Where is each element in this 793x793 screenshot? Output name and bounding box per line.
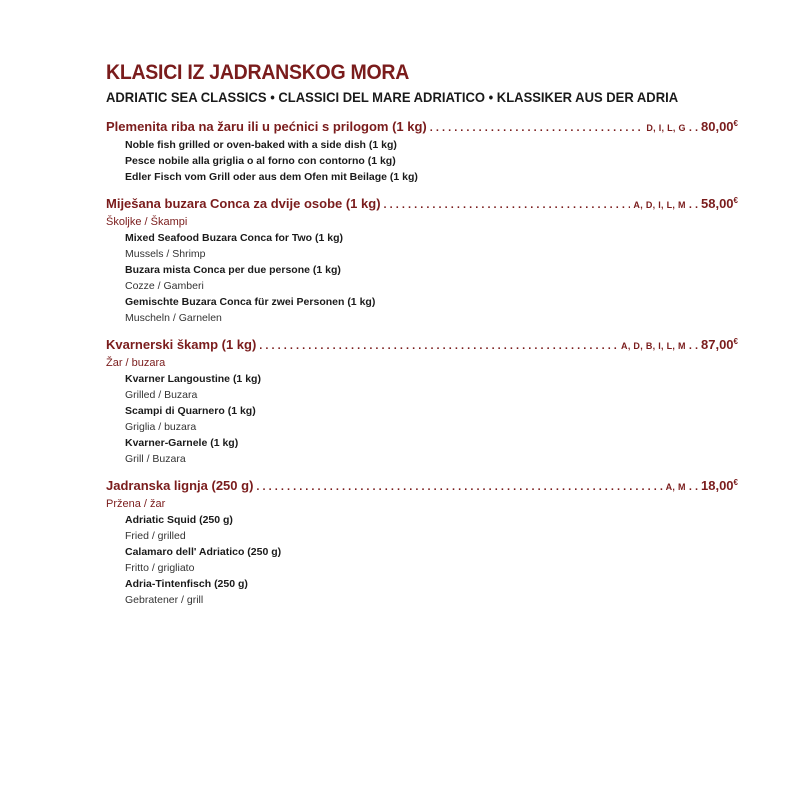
dot-leader-short: . . — [688, 199, 698, 211]
translation-name: Edler Fisch vom Grill oder aus dem Ofen mit Beilage (1 kg) — [125, 171, 418, 183]
translation-name: Noble fish grilled or oven-baked with a side dish (1 kg) — [125, 139, 397, 151]
menu-item-name: Plemenita riba na žaru ili u pećnici s prilogom (1 kg) — [106, 119, 427, 134]
menu-page — [106, 60, 738, 615]
menu-item-price — [701, 474, 738, 495]
translations — [106, 512, 738, 608]
menu-list — [106, 115, 738, 608]
currency-symbol: € — [733, 478, 738, 487]
currency-symbol: € — [733, 337, 738, 346]
translation-name: Gemischte Buzara Conca für zwei Personen (1 kg) — [125, 296, 376, 308]
translation-name: Scampi di Quarnero (1 kg) — [125, 405, 256, 417]
menu-item-preparation: Pržena / žar — [106, 498, 166, 510]
menu-item-name: Jadranska lignja (250 g) — [106, 478, 254, 493]
translation-preparation: Cozze / Gamberi — [125, 280, 204, 292]
currency-symbol: € — [733, 196, 738, 205]
translation-preparation: Fried / grilled — [125, 530, 186, 542]
menu-item-preparation: Žar / buzara — [106, 357, 166, 369]
currency-symbol: € — [733, 119, 738, 128]
translation-preparation: Grilled / Buzara — [125, 389, 198, 401]
menu-item-name: Miješana buzara Conca za dvije osobe (1 kg) — [106, 196, 381, 211]
price-value: 18,00 — [701, 478, 734, 493]
translations — [106, 137, 738, 185]
menu-item-header — [106, 333, 738, 355]
menu-item-header — [106, 474, 738, 496]
translation-preparation: Grill / Buzara — [125, 453, 186, 465]
translation-preparation: Griglia / buzara — [125, 421, 197, 433]
translations — [106, 230, 738, 326]
dot-leader-short: . . — [688, 481, 698, 493]
menu-item-price — [701, 192, 738, 213]
translation-name: Kvarner-Garnele (1 kg) — [125, 437, 239, 449]
menu-item — [106, 474, 738, 608]
dot-leader-short: . . — [688, 122, 698, 134]
page-subtitle: ADRIATIC SEA CLASSICS • CLASSICI DEL MARE ADRIATICO • KLASSIKER AUS DER ADRIA — [106, 89, 679, 105]
dot-leader — [259, 337, 618, 355]
translation-preparation: Mussels / Shrimp — [125, 248, 206, 260]
menu-item-name: Kvarnerski škamp (1 kg) — [106, 337, 257, 352]
allergen-codes: A, D, B, I, L, M — [621, 341, 686, 351]
price-value: 80,00 — [701, 119, 734, 134]
dot-leader — [384, 196, 631, 214]
allergen-codes: A, D, I, L, M — [633, 200, 686, 210]
menu-item-header — [106, 115, 738, 137]
translation-name: Buzara mista Conca per due persone (1 kg) — [125, 264, 341, 276]
dot-leader — [256, 478, 662, 496]
menu-item — [106, 115, 738, 185]
translation-name: Mixed Seafood Buzara Conca for Two (1 kg) — [125, 232, 343, 244]
page-title: KLASICI IZ JADRANSKOG MORA — [106, 61, 410, 84]
allergen-codes: A, M — [665, 482, 686, 492]
allergen-codes: D, I, L, G — [646, 123, 686, 133]
translations — [106, 371, 738, 467]
translation-preparation: Gebratener / grill — [125, 594, 204, 606]
translation-name: Kvarner Langoustine (1 kg) — [125, 373, 261, 385]
dot-leader-short: . . — [688, 340, 698, 352]
translation-preparation: Fritto / grigliato — [125, 562, 195, 574]
menu-item-header — [106, 192, 738, 214]
menu-item — [106, 333, 738, 467]
menu-item — [106, 192, 738, 326]
price-value: 58,00 — [701, 196, 734, 211]
translation-name: Pesce nobile alla griglia o al forno con contorno (1 kg) — [125, 155, 396, 167]
menu-item-price — [701, 333, 738, 354]
price-value: 87,00 — [701, 337, 734, 352]
menu-item-preparation: Školjke / Škampi — [106, 216, 188, 228]
translation-name: Adria-Tintenfisch (250 g) — [125, 578, 248, 590]
dot-leader — [430, 119, 644, 137]
translation-name: Calamaro dell' Adriatico (250 g) — [125, 546, 282, 558]
translation-preparation: Muscheln / Garnelen — [125, 312, 222, 324]
menu-item-price — [701, 115, 738, 136]
translation-name: Adriatic Squid (250 g) — [125, 514, 233, 526]
